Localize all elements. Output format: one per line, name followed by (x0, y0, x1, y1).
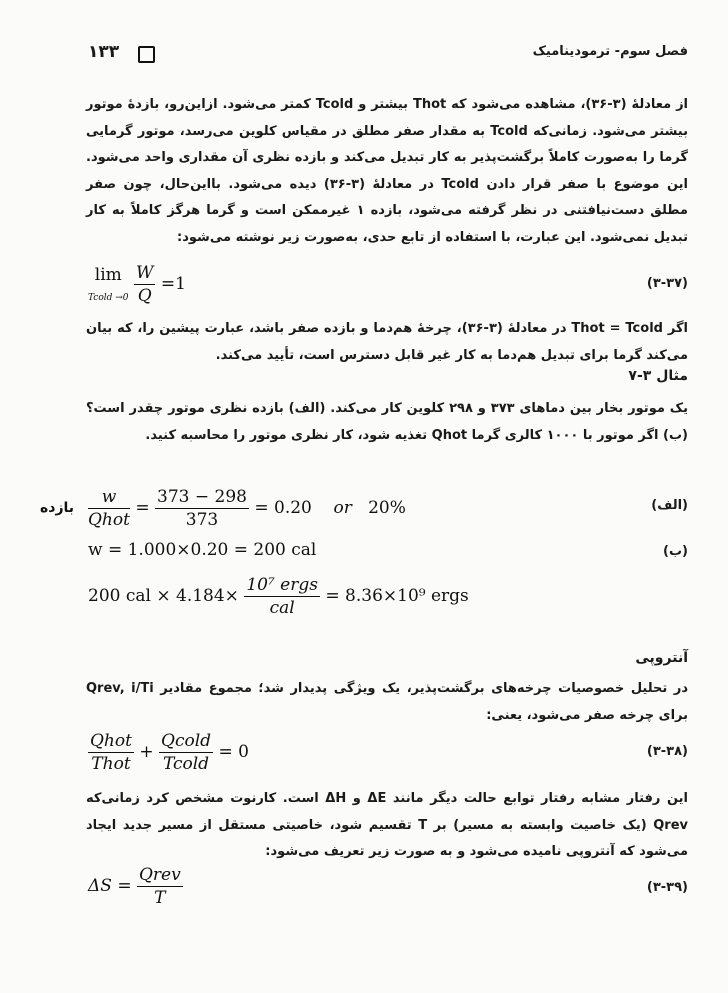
equation-entropy (88, 864, 183, 909)
entropy-intro: در تحلیل خصوصیات چرخه‌های برگشت‌پذیر، یک ویژگی پدیدار شد؛ مجموع مقادیر Qrev, i/Ti برای چرخه صفر می‌شود، یعنی: (86, 681, 688, 723)
entropy-lhs: ΔS = (88, 876, 132, 896)
frac-numerator: Qhot (90, 731, 132, 751)
frac-denominator: cal (269, 598, 295, 618)
work-equation: w = 1.000×0.20 = 200 cal (88, 540, 317, 560)
paragraph-state-function: این رفتار مشابه رفتار توابع حالت دیگر مانند ΔE و ΔH است. کارنوت مشخص کرد زمانی‌که Qrev (یک خاصیت وابسته به مسیر) بر T تقسیم شود، خاصیتی مستقل از مسیر جدید ایجاد می‌شود که آنتروپی نامیده می‌شود و به صورت زیر تعریف می‌شود: (86, 791, 688, 859)
frac-denominator: Thot (91, 754, 131, 774)
conversion-lhs: 200 cal × 4.184× (88, 586, 239, 606)
paragraph-efficiency: از معادلهٔ (۳-۳۶)، مشاهده می‌شود که Thot بیشتر و Tcold کمتر می‌شود. ازاین‌رو، بازدهٔ موتور بیشتر می‌شود. زمانی‌که Tcold به مقدار صفر مطلق در مقیاس کلوین می‌رسد، موتور گرمایی گرما را به‌صورت کاملاً برگشت‌پذیر به کار تبدیل می‌کند و بازده نظری آن مقداری واحد می‌شود. این موضوع با صفر قرار دادن Tcold در معادلهٔ (۳-۳۶) دیده می‌شود. بااین‌حال، چون صفر مطلق دست‌نیافتنی در نظر گرفته می‌شود، بازده ۱ غیرممکن است و گرما هرگز کاملاً به کار تبدیل نمی‌شود. این عبارت، با استفاده از تابع حدی، به‌صورت زیر نوشته می‌شود: (86, 97, 689, 245)
chapter-title: فصل سوم- ترمودینامیک (532, 44, 688, 59)
unit-conversion-equation (88, 574, 469, 619)
frac-numerator: W (135, 263, 154, 283)
plus-sign: + (139, 742, 154, 762)
equation-number: (۳-۳۷) (646, 276, 688, 291)
paragraph-isothermal: اگر Thot = Tcold در معادلهٔ (۳-۳۶)، چرخهٔ هم‌دما و بازده صفر باشد، عبارت پیشین را، که بیان می‌کند گرما برای تبدیل هم‌دما به کار غیر قابل دسترس است، تأیید می‌کند. (86, 321, 688, 363)
frac-numerator: 373 − 298 (157, 487, 247, 507)
frac-denominator: T (154, 888, 166, 908)
equation-number: (۳-۳۸) (646, 744, 688, 759)
frac-numerator: Qrev (138, 865, 181, 885)
efficiency-percent: 20% (368, 498, 406, 518)
conversion-rhs: = 8.36×10⁹ ergs (325, 586, 469, 606)
equation-number: (۳-۳۹) (646, 880, 688, 895)
lim-operator: lim (94, 264, 122, 285)
equation-efficiency: $\frac{w}{\text{Qhot}}$ = $\frac{373 - 298}{373}$ = 0.20 or 20% (88, 487, 406, 530)
frac-numerator: Qcold (161, 731, 212, 751)
frac-numerator: 10⁷ ergs (246, 575, 318, 595)
frac-denominator: Tcold (162, 754, 210, 774)
page-number: ۱۳۳ (88, 42, 120, 62)
example-text: یک موتور بخار بین دماهای ۳۷۳ و ۲۹۸ کلوین کار می‌کند. (الف) بازده نظری موتور چقدر است؟ (ب) اگر موتور با ۱۰۰۰ کالری گرما Qhot تغذیه شود، کار نظری موتور را محاسبه کنید. (86, 401, 688, 443)
frac-denominator: Qhot (88, 510, 130, 530)
equation-rhs: = 0 (218, 742, 249, 762)
efficiency-word: بازده (40, 500, 75, 516)
equation-clausius (88, 730, 249, 775)
entropy-heading: آنتروپی (635, 650, 688, 666)
efficiency-result: = 0.20 (254, 498, 312, 518)
frac-numerator: w (101, 487, 117, 507)
equation-rhs: =1 (160, 274, 186, 294)
part-b-label: (ب) (663, 544, 688, 559)
frac-denominator: 373 (185, 510, 219, 530)
part-a-label: (الف) (651, 498, 688, 513)
example-title: مثال ۳-۷ (628, 368, 688, 384)
square-icon (138, 46, 155, 63)
equation-limit (88, 262, 186, 307)
page-header (88, 38, 688, 68)
frac-denominator: Q (137, 286, 152, 306)
or-word: or (333, 498, 352, 518)
lim-subscript: Tcold →0 (88, 292, 129, 303)
